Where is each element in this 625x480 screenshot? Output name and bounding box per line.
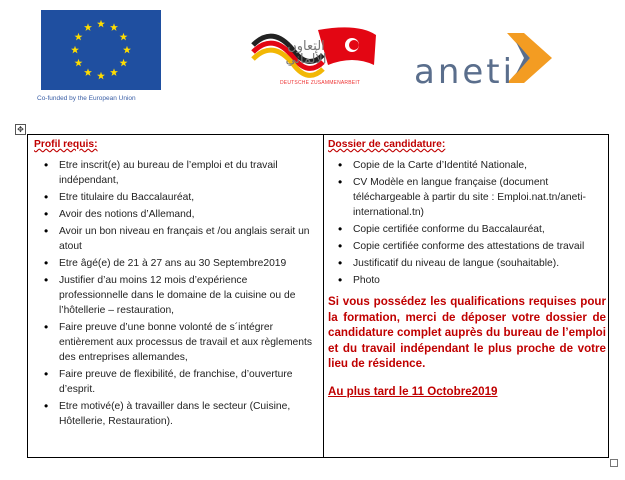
list-item: • Avoir un bon niveau en français et /ou anglais serait un atout [34,224,319,254]
list-item: • Justificatif du niveau de langue (souhaitable). [328,256,606,271]
list-item: • CV Modèle en langue française (document téléchargeable à partir du site : Emploi.nat.tn/aneti-international.tn) [328,175,606,220]
eu-stars-icon [41,10,161,90]
list-item: • Copie de la Carte d’Identité Nationale, [328,158,606,173]
application-deadline: Au plus tard le 11 Octobre2019 [328,384,498,398]
profile-list [34,158,319,429]
eu-flag-logo [41,10,161,90]
coop-subtitle: DEUTSCHE ZUSAMMENARBEIT [280,80,361,86]
list-item: • Copie certifiée conforme du Baccalauréat, [328,222,606,237]
list-item: • Etre motivé(e) à travailler dans le secteur (Cuisine, Hôtellerie, Restauration). [34,399,319,429]
application-notice: Si vous possédez les qualifications requises pour la formation, merci de déposer votre dossier de candidature complet auprès du bureau de l’emploi et du travail indépendant le plus proche de votre lieu de résidence. [328,295,606,370]
eu-caption: Co-funded by the European Union [37,95,136,102]
application-heading: Dossier de candidature: [328,139,446,150]
info-table [27,134,609,458]
coop-arabic-text: التعاون الألماني [285,39,327,67]
profile-heading: Profil requis: [34,139,98,150]
list-item: • Faire preuve d’une bonne volonté de s´intégrer entièrement aux processus de travail et aux règlements des entreprises allemandes, [34,320,319,365]
list-item: • Faire preuve de flexibilité, de franchise, d’ouverture d’esprit. [34,367,319,397]
list-item: • Etre âgé(e) de 21 à 27 ans au 30 Septembre2019 [34,256,319,271]
table-move-handle[interactable]: ✥ [15,124,26,135]
list-item: • Etre titulaire du Baccalauréat, [34,190,319,205]
application-list [328,158,606,288]
list-item: • Photo [328,273,606,288]
application-column [328,137,606,399]
list-item: • Copie certifiée conforme des attestations de travail [328,239,606,254]
profile-column [34,137,319,431]
column-divider [323,135,324,457]
list-item: • Etre inscrit(e) au bureau de l’emploi et du travail indépendant, [34,158,319,188]
list-item: • Justifier d’au moins 12 mois d’expérience professionnelle dans le domaine de la cuisine ou de l’hôtellerie – restauration, [34,273,319,318]
list-item: • Avoir des notions d’Allemand, [34,207,319,222]
aneti-logo-text: aneti [414,52,516,92]
table-resize-handle[interactable] [610,459,618,467]
